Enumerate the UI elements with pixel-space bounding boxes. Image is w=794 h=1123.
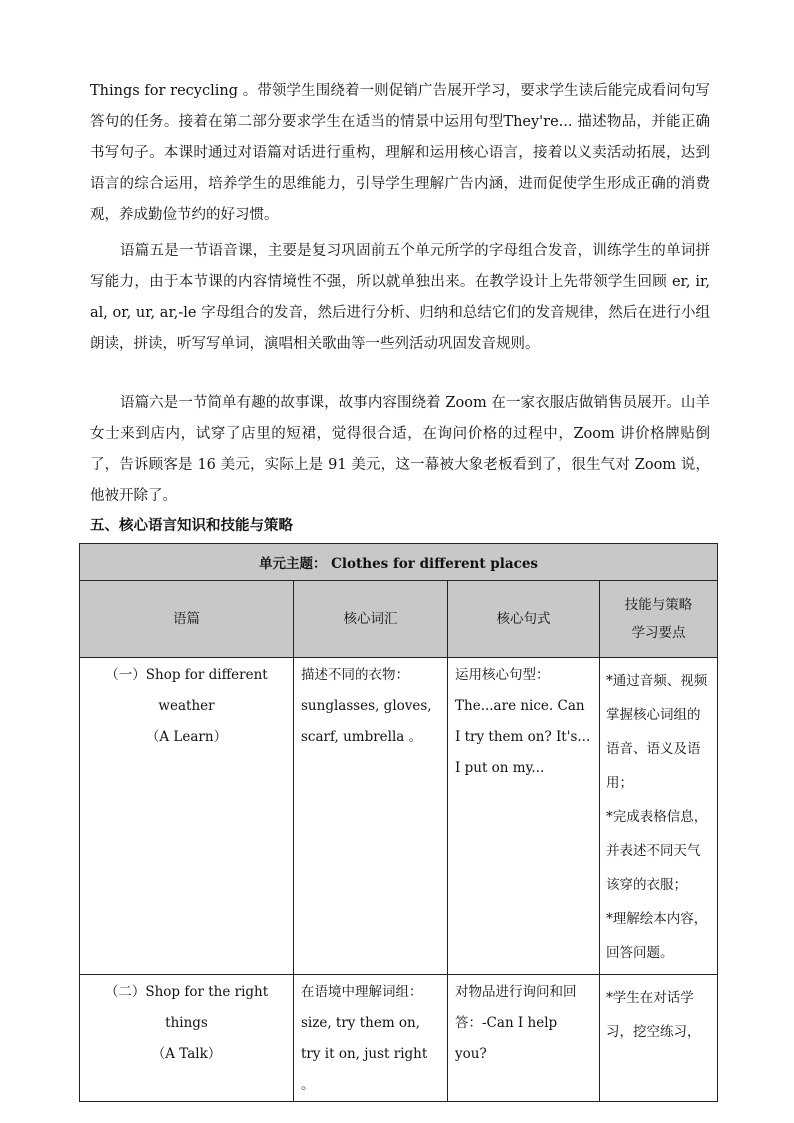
sentence-cell: 对物品进行询问和回答：-Can I help you? [448, 975, 600, 1102]
unit-theme-cell: 单元主题： Clothes for different places [80, 544, 718, 581]
paragraph-lesson-four-summary: Things for recycling 。带领学生围绕着一则促销广告展开学习，要求学生读后能完成看问句写答句的任务。接着在第二部分要求学生在适当的情景中运用句型They're... 描述物品，并能正确书写句子。本课时通过对语篇对话进行重构，理解和运用核心语言，接着以义卖活动拓展，达到语言的综合运用，培养学生的思维能力，引导学生理解广告内涵，进而促使学生形成正确的消费观，养成勤俭节约的好习惯。 [90, 83, 710, 223]
lesson-cell [80, 975, 294, 1102]
lesson-title-line3: （A Learn） [145, 729, 228, 745]
table-row [80, 658, 718, 975]
header-skills-line2: 学习要点 [631, 625, 686, 641]
lesson-title-line3: （A Talk） [151, 1046, 222, 1062]
skill-point: *通过音频、视频掌握核心词组的语音、语义及语用； [606, 673, 708, 791]
table-header-row [80, 581, 718, 658]
lesson-title-line1: （二）Shop for the right [104, 984, 269, 1000]
lesson-cell [80, 658, 294, 975]
paragraph-lesson-six: 语篇六是一节简单有趣的故事课，故事内容围绕着 Zoom 在一家衣服店做销售员展开。山羊女士来到店内，试穿了店里的短裙，觉得很合适，在询问价格的过程中，Zoom 讲价格牌贴倒了，告诉顾客是 16 美元，实际上是 91 美元，这一幕被大象老板看到了，很生气对 Zoom 说，他被开除了。 [90, 395, 710, 504]
skill-point: *学生在对话学习，挖空练习， [606, 990, 701, 1040]
header-core-vocab: 核心词汇 [294, 581, 448, 658]
table-theme-row [80, 544, 718, 581]
vocab-cell: 在语境中理解词组：size, try them on, try it on, just right 。 [294, 975, 448, 1102]
lesson-title-line2: weather [158, 698, 215, 714]
skill-point: *理解绘本内容，回答问题。 [606, 911, 708, 961]
paragraph-lesson-five: 语篇五是一节语音课，主要是复习巩固前五个单元所学的字母组合发音，训练学生的单词拼写能力，由于本节课的内容情境性不强，所以就单独出来。在教学设计上先带领学生回顾 er, ir, al, or, ur, ar,-le 字母组合的发音，然后进行分析、归纳和总结它们的发音规律，然后在进行小组朗读，拼读，听写写单词，演唱相关歌曲等一些列活动巩固发音规则。 [90, 243, 710, 352]
header-lesson: 语篇 [80, 581, 294, 658]
lesson-title-line2: things [165, 1015, 208, 1031]
header-skills [600, 581, 718, 658]
table-row [80, 975, 718, 1102]
header-core-sentence: 核心句式 [448, 581, 600, 658]
skills-cell [600, 975, 718, 1102]
section-heading: 五、核心语言知识和技能与策略 [90, 517, 293, 534]
vocab-cell: 描述不同的衣物：sunglasses, gloves, scarf, umbrella 。 [294, 658, 448, 975]
skill-point: *完成表格信息，并表述不同天气该穿的衣服； [606, 809, 708, 893]
core-language-table [79, 543, 718, 1102]
header-skills-line1: 技能与策略 [624, 597, 693, 613]
sentence-cell: 运用核心句型：The...are nice. Can I try them on? It's... I put on my... [448, 658, 600, 975]
skills-cell [600, 658, 718, 975]
lesson-title-line1: （一）Shop for different [105, 667, 268, 683]
